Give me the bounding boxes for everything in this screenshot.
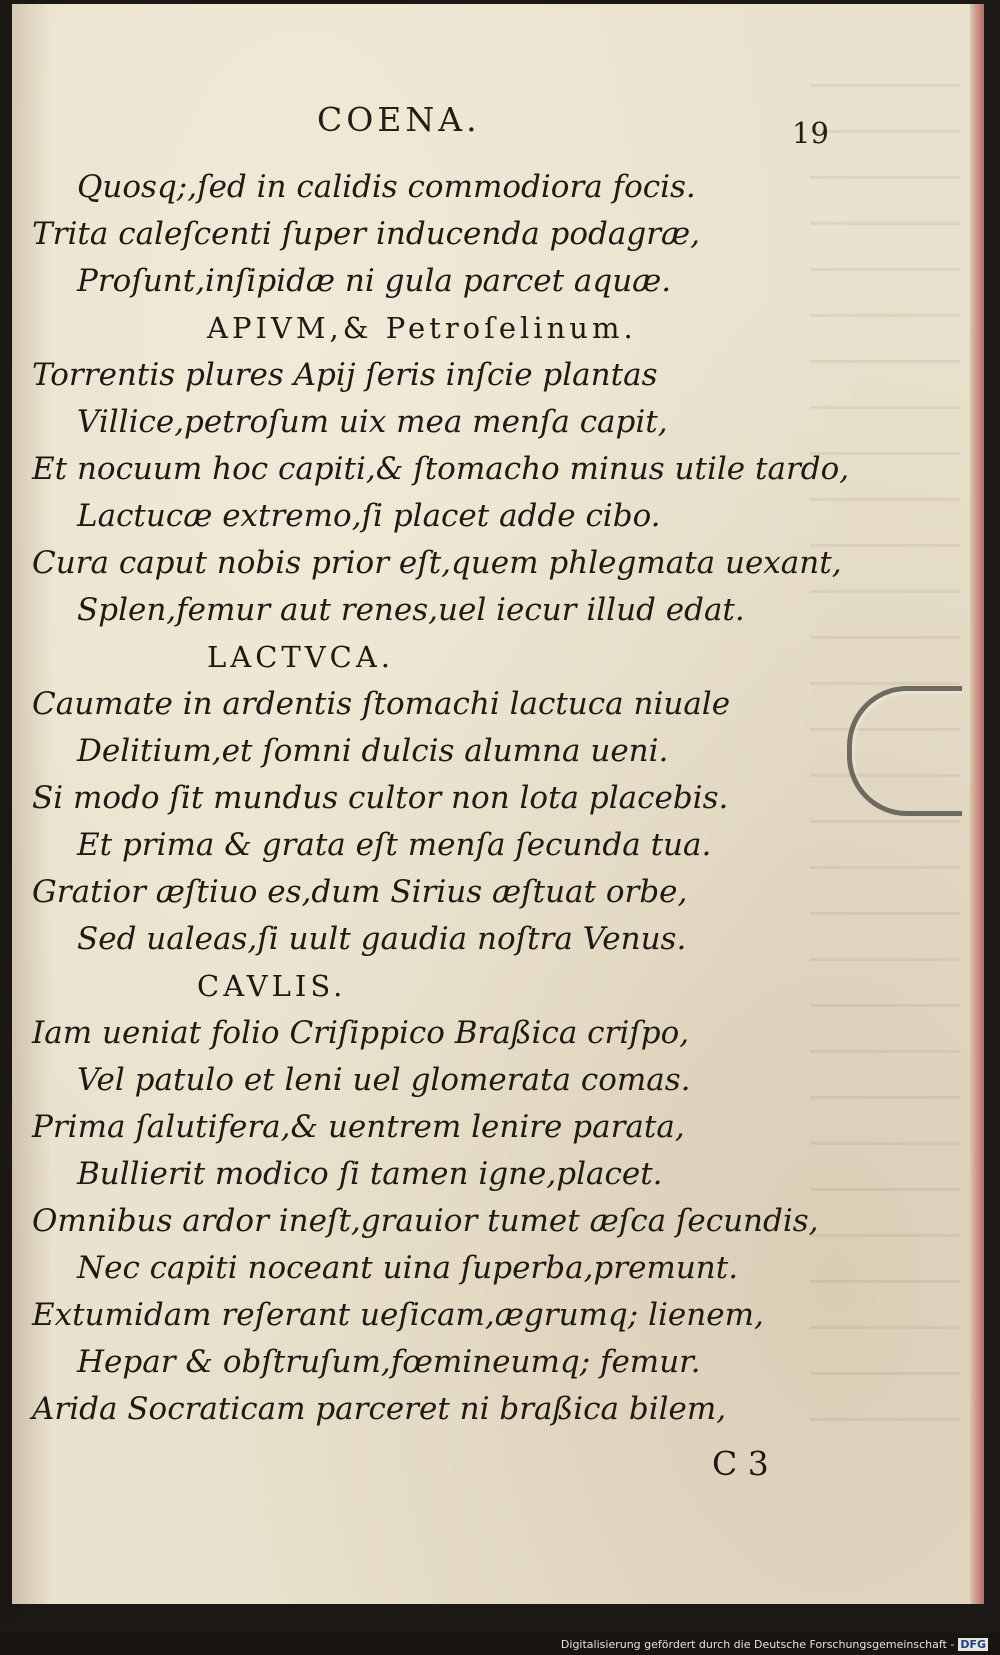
verse-line: Hepar & obſtruſum,fœmineumq; femur.	[77, 1344, 701, 1380]
verse-line: Si modo ſit mundus cultor non lota placebis.	[32, 780, 729, 816]
verse-line: Caumate in ardentis ſtomachi lactuca niuale	[32, 686, 731, 722]
section-heading: APIVM,& Petroſelinum.	[207, 311, 637, 345]
verse-line: Proſunt,inſipidæ ni gula parcet aquæ.	[77, 263, 672, 299]
verse-line: Villice,petroſum uix mea menſa capit,	[77, 404, 668, 440]
verse-line: Lactucæ extremo,ſi placet adde cibo.	[77, 498, 661, 534]
dfg-logo: DFG	[960, 1638, 986, 1651]
verse-line: Et prima & grata eſt menſa ſecunda tua.	[77, 827, 712, 863]
page-number: 19	[792, 116, 829, 150]
page-clip	[847, 686, 962, 816]
verse-line: Nec capiti noceant uina ſuperba,premunt.	[77, 1250, 739, 1286]
book-page	[12, 4, 980, 1604]
verse-line: Trita caleſcenti ſuper inducenda podagræ,	[32, 216, 701, 252]
verse-line: Extumidam reſerant ueſicam,ægrumq; lienem,	[32, 1297, 764, 1333]
verse-line: Sed ualeas,ſi uult gaudia noſtra Venus.	[77, 921, 687, 957]
footer-credit-text: Digitalisierung gefördert durch die Deutsche Forschungsgemeinschaft -	[560, 1638, 955, 1651]
signature-mark: C 3	[712, 1444, 769, 1483]
section-heading: CAVLIS.	[197, 969, 347, 1003]
verse-line: Omnibus ardor ineſt,grauior tumet æſca ſecundis,	[32, 1203, 819, 1239]
page-edge	[970, 4, 984, 1604]
verse-line: Bullierit modico ſi tamen igne,placet.	[77, 1156, 663, 1192]
verse-line: Splen,femur aut renes,uel iecur illud edat.	[77, 592, 745, 628]
footer-credit	[561, 1638, 988, 1651]
running-header: COENA.	[317, 100, 481, 139]
verse-line: Et nocuum hoc capiti,& ſtomacho minus utile tardo,	[32, 451, 850, 487]
verse-line: Cura caput nobis prior eſt,quem phlegmata uexant,	[32, 545, 842, 581]
verse-line: Vel patulo et leni uel glomerata comas.	[77, 1062, 691, 1098]
verse-line: Delitium,et ſomni dulcis alumna ueni.	[77, 733, 669, 769]
verse-line: Gratior æſtiuo es,dum Sirius æſtuat orbe,	[32, 874, 688, 910]
verse-line: Prima ſalutifera,& uentrem lenire parata,	[32, 1109, 685, 1145]
verse-line: Torrentis plures Apij ſeris inſcie plantas	[32, 357, 658, 393]
verse-line: Quosq;,ſed in calidis commodiora focis.	[77, 169, 696, 205]
poem-text	[32, 164, 850, 1433]
verse-line: Iam ueniat folio Criſippico Braßica criſpo,	[32, 1015, 690, 1051]
section-heading: LACTVCA.	[207, 640, 395, 674]
verse-line: Arida Socraticam parceret ni braßica bilem,	[32, 1391, 727, 1427]
